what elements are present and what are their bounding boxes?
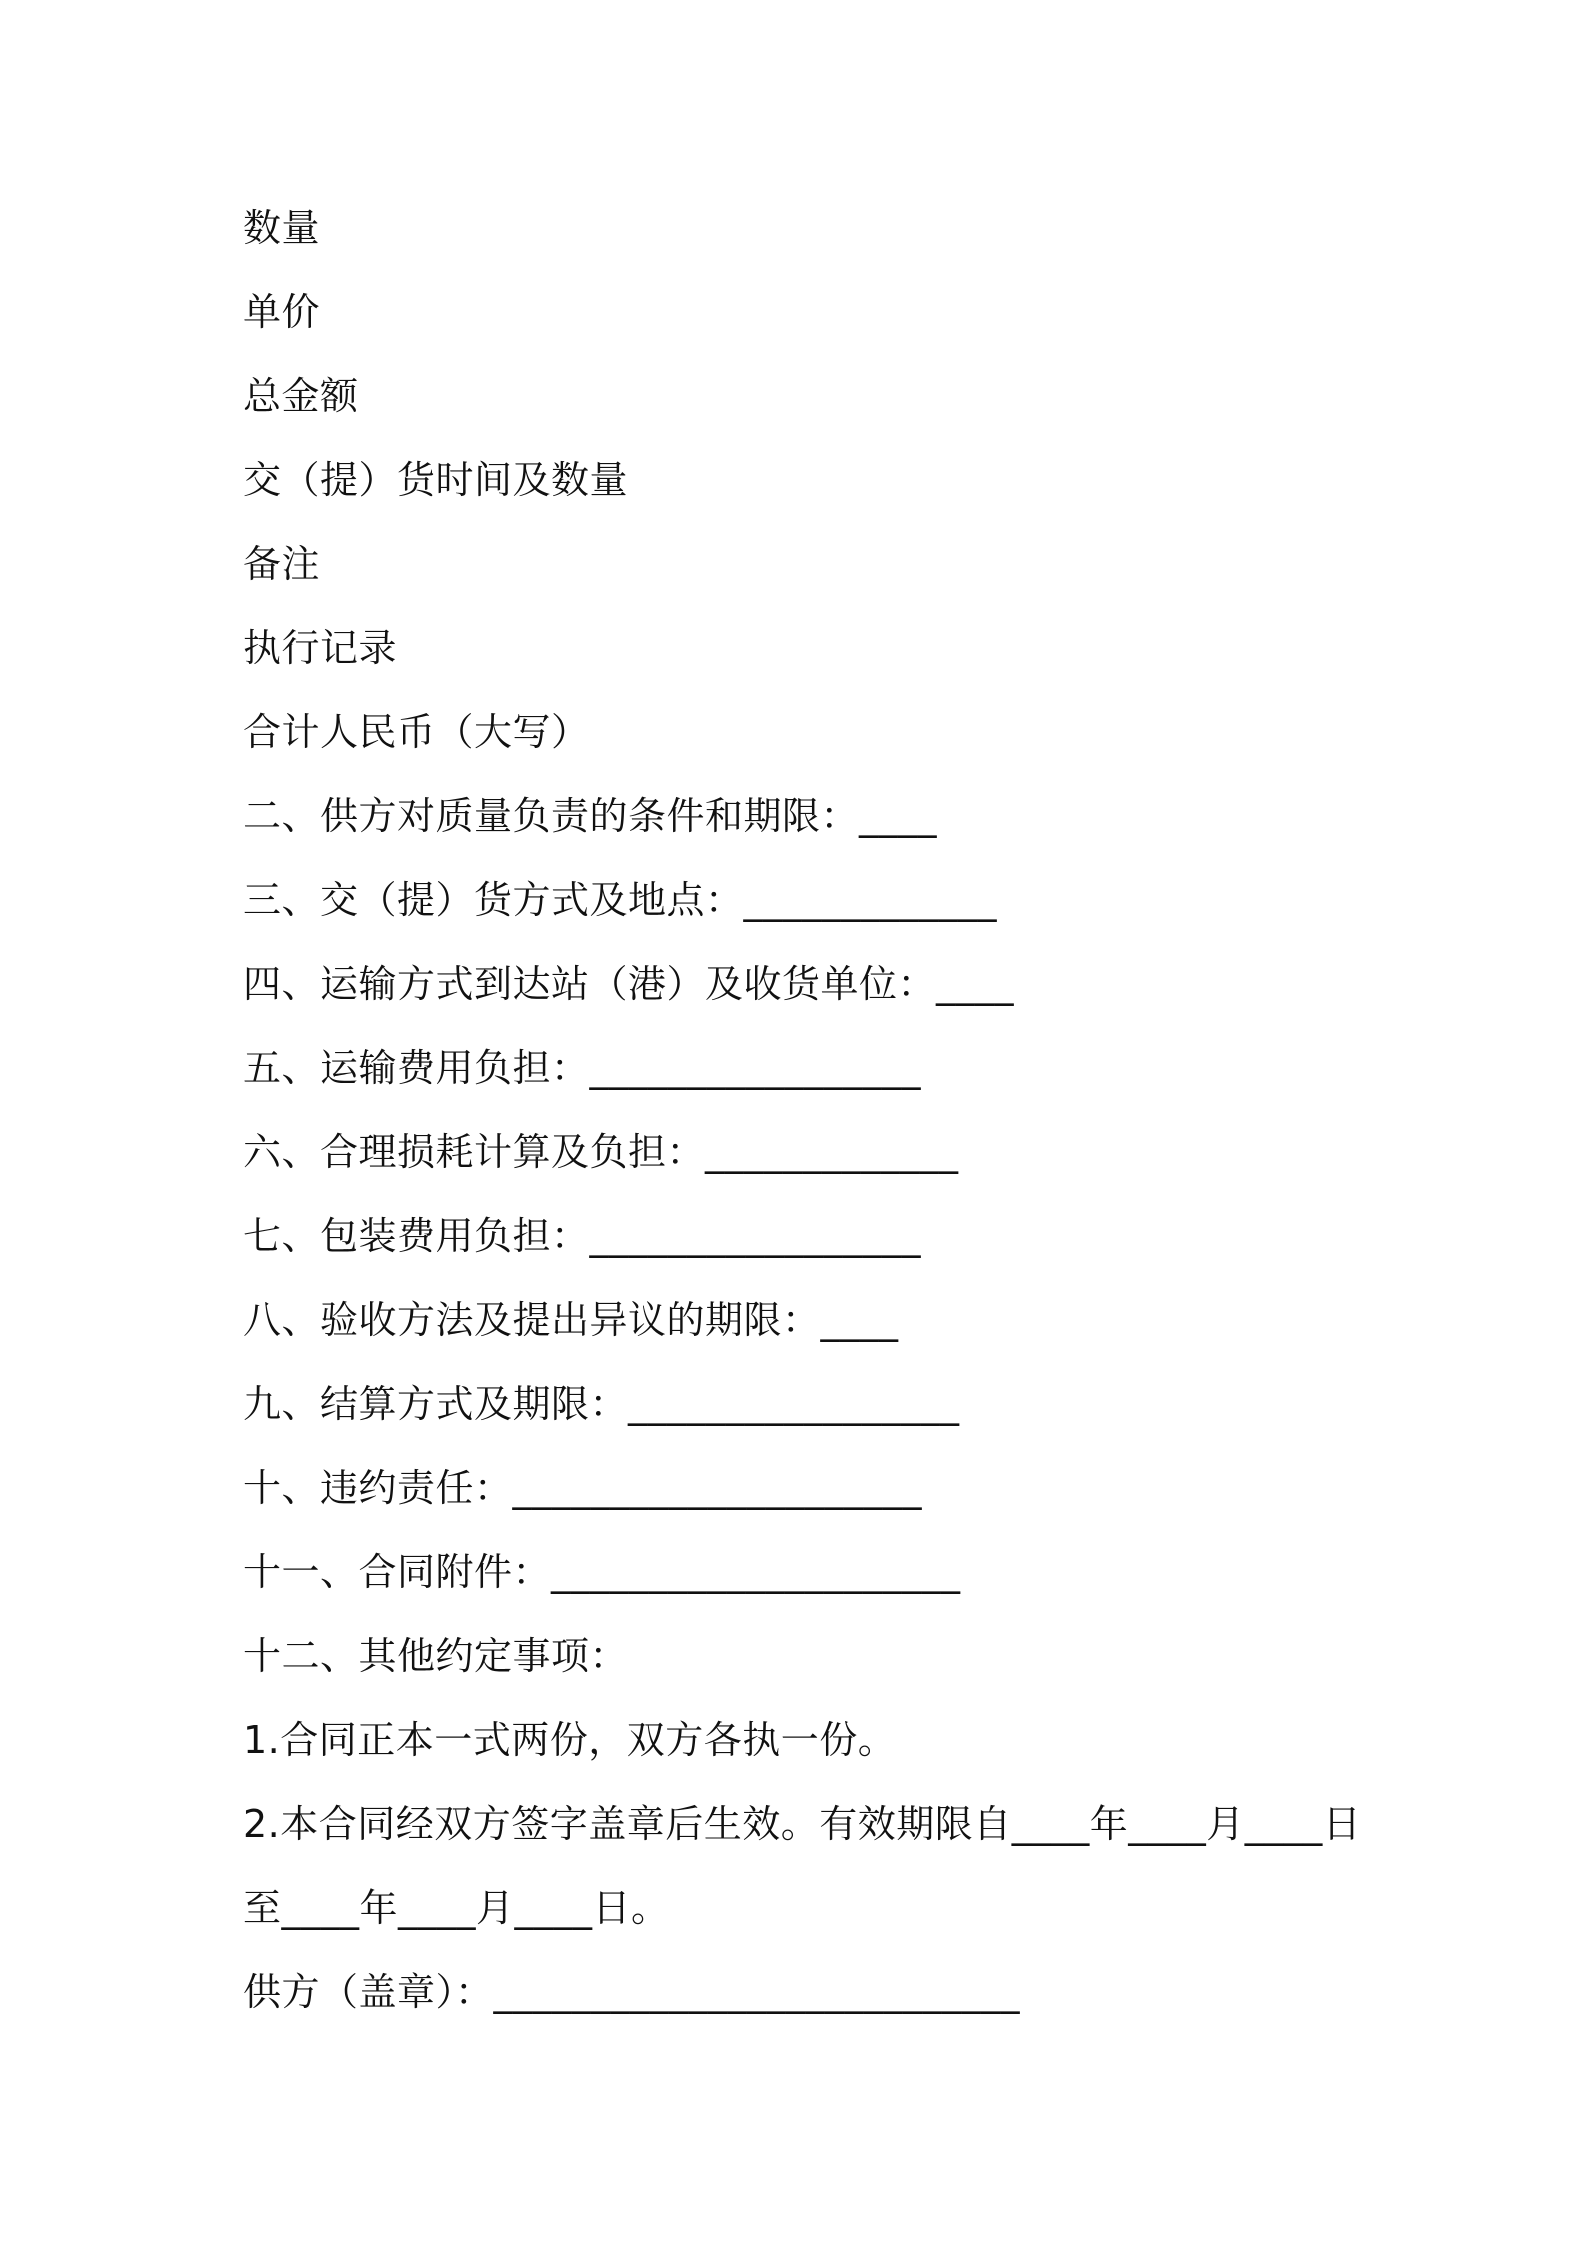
item-remarks: 备注	[243, 542, 321, 586]
item-total-amount: 总金额	[243, 374, 359, 418]
item-execution-record: 执行记录	[243, 626, 398, 670]
item-delivery-time: 交（提）货时间及数量	[243, 458, 629, 502]
item-total-rmb: 合计人民币（大写）	[243, 710, 590, 754]
item-quantity: 数量	[243, 206, 321, 250]
clause-10-liability: 十、违约责任：_____________________	[243, 1466, 923, 1510]
contract-body	[243, 196, 1393, 2044]
clause-6-loss: 六、合理损耗计算及负担：_____________	[243, 1130, 959, 1174]
clause-3-delivery-method: 三、交（提）货方式及地点：_____________	[243, 878, 998, 922]
clause-7-packaging: 七、包装费用负担：_________________	[243, 1214, 922, 1258]
item-unit-price: 单价	[243, 290, 321, 334]
clause-8-inspection: 八、验收方法及提出异议的期限：____	[243, 1298, 899, 1342]
clause-9-settlement: 九、结算方式及期限：_________________	[243, 1382, 960, 1426]
other-term-2: 2.本合同经双方签字盖章后生效。有效期限自____年____月____日	[243, 1802, 1362, 1846]
clause-2-quality: 二、供方对质量负责的条件和期限：____	[243, 794, 938, 838]
clause-4-transport: 四、运输方式到达站（港）及收货单位：____	[243, 962, 1015, 1006]
other-term-2-continued: 至____年____月____日。	[243, 1886, 670, 1930]
supplier-seal-line: 供方（盖章）：___________________________	[243, 1970, 1021, 2014]
clause-5-transport-cost: 五、运输费用负担：_________________	[243, 1046, 922, 1090]
clause-12-other: 十二、其他约定事项：	[243, 1634, 629, 1678]
clause-11-annex: 十一、合同附件：_____________________	[243, 1550, 961, 1594]
other-term-1: 1.合同正本一式两份，双方各执一份。	[243, 1718, 897, 1762]
